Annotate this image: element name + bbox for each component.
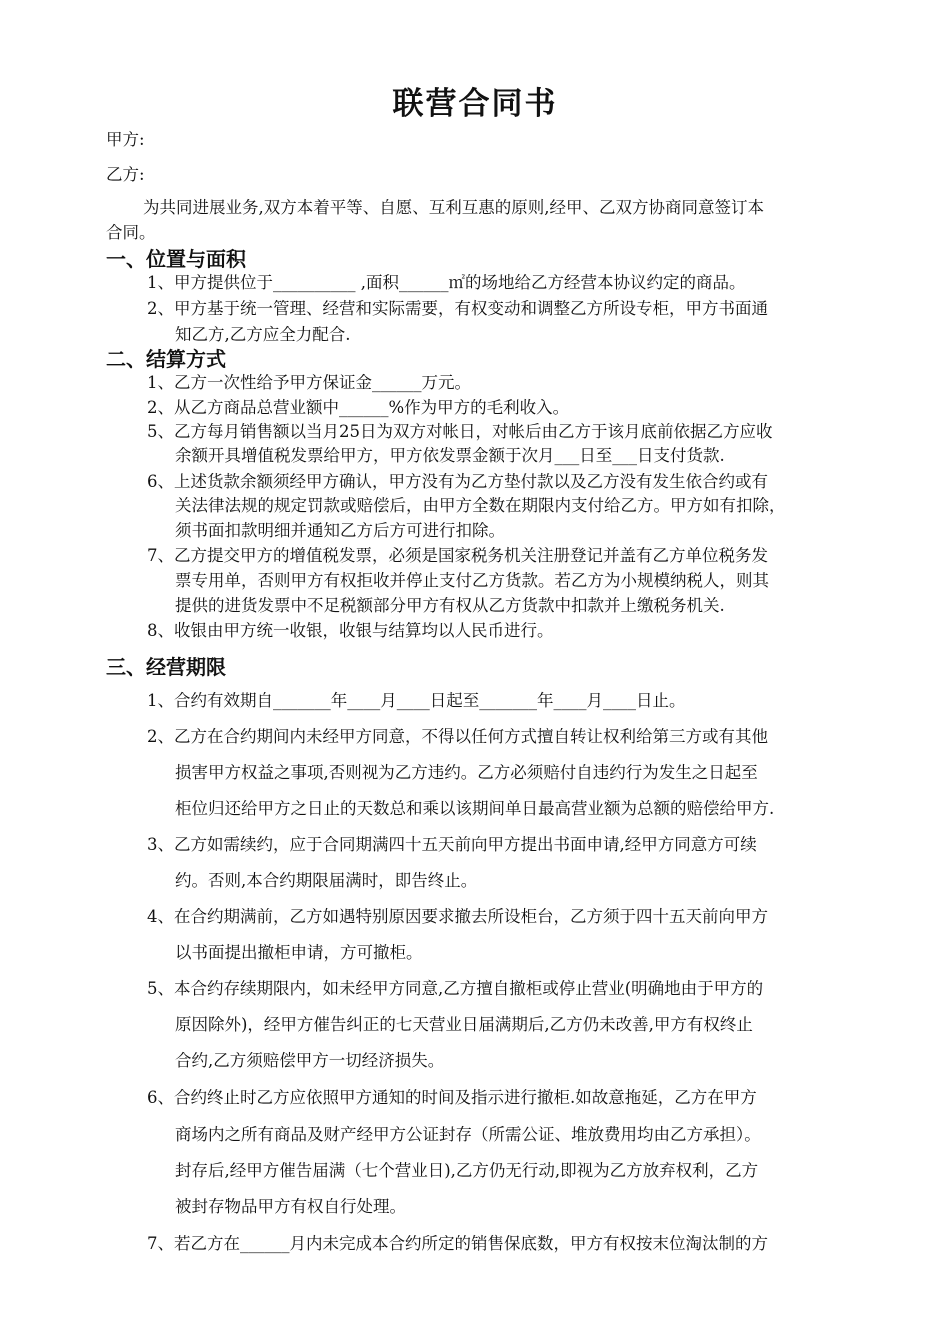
clause-line: 2、从乙方商品总营业额中______%作为甲方的毛利收入。 — [147, 398, 570, 417]
clause-line: 票专用单，否则甲方有权拒收并停止支付乙方货款。若乙方为小规模纳税人，则其 — [175, 571, 769, 590]
clause-line: 5、乙方每月销售额以当月25日为双方对帐日，对帐后由乙方于该月底前依据乙方应收 — [147, 422, 773, 441]
clause-line: 1、合约有效期自_______年____月____日起至_______年____月____日止。 — [147, 691, 686, 710]
clause-line: 知乙方,乙方应全力配合. — [175, 325, 351, 344]
clause-line: 原因除外)，经甲方催告纠正的七天营业日届满期后,乙方仍未改善,甲方有权终止 — [175, 1015, 753, 1034]
clause-line: 5、本合约存续期限内，如未经甲方同意,乙方擅自撤柜或停止营业(明确地由于甲方的 — [147, 979, 764, 998]
clause-line: 4、在合约期满前，乙方如遇特别原因要求撤去所设柜台，乙方须于四十五天前向甲方 — [147, 907, 768, 926]
clause-line: 2、乙方在合约期间内未经甲方同意，不得以任何方式擅自转让权利给第三方或有其他 — [147, 727, 768, 746]
clause-line: 8、收银由甲方统一收银，收银与结算均以人民币进行。 — [147, 621, 554, 640]
clause-line: 3、乙方如需续约，应于合同期满四十五天前向甲方提出书面申请,经甲方同意方可续 — [147, 835, 757, 854]
clause-line: 提供的进货发票中不足税额部分甲方有权从乙方货款中扣款并上缴税务机关. — [175, 596, 725, 615]
clause-line: 封存后,经甲方催告届满（七个营业日),乙方仍无行动,即视为乙方放弃权利，乙方 — [175, 1161, 759, 1180]
clause-line: 2、甲方基于统一管理、经营和实际需要，有权变动和调整乙方所设专柜，甲方书面通 — [147, 299, 768, 318]
clause-line: 约。否则,本合约期限届满时，即告终止。 — [175, 871, 478, 890]
section-heading: 一、位置与面积 — [106, 247, 246, 271]
clause-line: 合约,乙方须赔偿甲方一切经济损失。 — [175, 1051, 445, 1070]
intro-line: 合同。 — [106, 223, 156, 242]
clause-line: 关法律法规的规定罚款或赔偿后，由甲方全数在期限内支付给乙方。甲方如有扣除， — [175, 496, 786, 515]
clause-line: 1、甲方提供位于__________ ,面积______㎡的场地给乙方经营本协议约定的商品。 — [147, 273, 746, 292]
clause-line: 损害甲方权益之事项,否则视为乙方违约。乙方必须赔付自违约行为发生之日起至 — [175, 763, 758, 782]
document-title: 联营合同书 — [392, 86, 558, 122]
clause-line: 6、合约终止时乙方应依照甲方通知的时间及指示进行撤柜.如故意拖延，乙方在甲方 — [147, 1088, 757, 1107]
clause-line: 柜位归还给甲方之日止的天数总和乘以该期间单日最高营业额为总额的赔偿给甲方. — [175, 799, 775, 818]
clause-line: 6、上述货款余额须经甲方确认，甲方没有为乙方垫付款以及乙方没有发生依合约或有 — [147, 472, 768, 491]
clause-line: 7、若乙方在______月内未完成本合约所定的销售保底数，甲方有权按末位淘汰制的方 — [147, 1234, 768, 1253]
clause-line: 以书面提出撤柜申请，方可撤柜。 — [175, 943, 423, 962]
section-heading: 二、结算方式 — [106, 347, 226, 371]
party-a-label: 甲方: — [106, 130, 145, 149]
clause-line: 被封存物品甲方有权自行处理。 — [175, 1197, 406, 1216]
clause-line: 须书面扣款明细并通知乙方后方可进行扣除。 — [175, 521, 505, 540]
clause-line: 7、乙方提交甲方的增值税发票，必须是国家税务机关注册登记并盖有乙方单位税务发 — [147, 546, 768, 565]
clause-line: 余额开具增值税发票给甲方，甲方依发票金额于次月___日至___日支付货款. — [175, 446, 725, 465]
section-heading: 三、经营期限 — [106, 655, 226, 679]
intro-line: 为共同进展业务,双方本着平等、自愿、互利互惠的原则,经甲、乙双方协商同意签订本 — [143, 198, 764, 217]
clause-line: 1、乙方一次性给予甲方保证金______万元。 — [147, 373, 471, 392]
clause-line: 商场内之所有商品及财产经甲方公证封存（所需公证、堆放费用均由乙方承担）。 — [175, 1125, 761, 1144]
party-b-label: 乙方: — [106, 165, 145, 184]
